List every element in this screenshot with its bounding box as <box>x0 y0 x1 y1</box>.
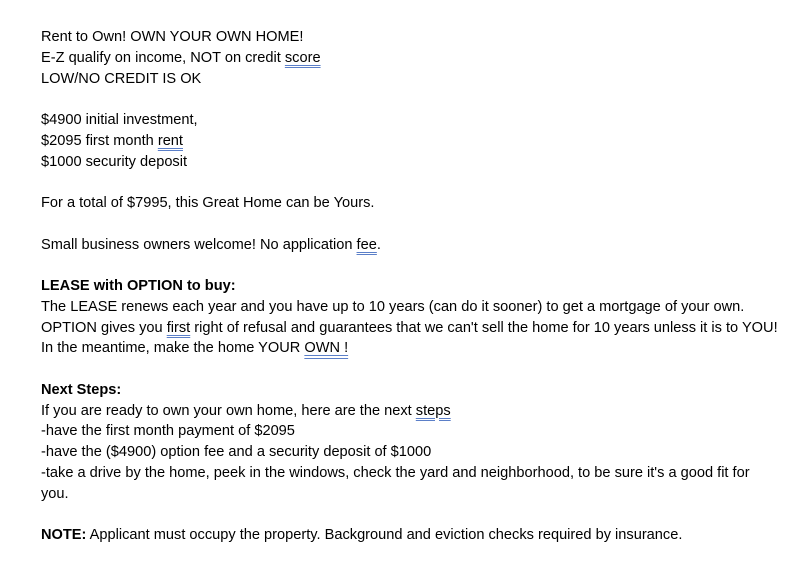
total-line: For a total of $7995, this Great Home can be Yours. <box>41 195 375 211</box>
lease-paragraph: The LEASE renews each year and you have up to 10 years (can do it sooner) to get a mortgage of your own. OPTION gives you first right of refusal and guarantees that we can't sell the home for 10 years unless it is to YOU! In the meantime, make the home YOUR OWN ! <box>41 298 778 357</box>
step-item-3: -take a drive by the home, peek in the windows, check the yard and neighborhood, to be sure it's a good fit for you. <box>41 464 750 502</box>
grammar-flag-fee[interactable]: fee <box>356 236 377 253</box>
cost-deposit: $1000 security deposit <box>41 153 188 170</box>
steps-heading: Next Steps: <box>41 381 122 398</box>
cost-investment: $4900 initial investment, <box>41 112 198 128</box>
spacer <box>41 89 781 110</box>
spacer <box>41 504 781 525</box>
business-line: Small business owners welcome! No application fee. <box>41 236 381 253</box>
cost-rent: $2095 first month rent <box>41 132 183 149</box>
note-line: NOTE: Applicant must occupy the property. Background and eviction checks required by insurance. <box>41 527 683 543</box>
grammar-flag-first[interactable]: first <box>166 319 191 336</box>
steps-intro: If you are ready to own your own home, here are the next steps <box>41 402 451 419</box>
spacer <box>41 214 781 235</box>
spacer <box>41 172 781 193</box>
intro-line-2: E-Z qualify on income, NOT on credit score <box>41 49 321 66</box>
step-item-1: -have the first month payment of $2095 <box>41 423 295 440</box>
intro-line-1: Rent to Own! OWN YOUR OWN HOME! <box>41 29 304 45</box>
spacer <box>41 255 781 276</box>
step-item-2: -have the ($4900) option fee and a security deposit of $1000 <box>41 444 432 460</box>
spacer <box>41 359 781 380</box>
document-body <box>41 27 781 546</box>
grammar-flag-own[interactable]: OWN ! <box>304 340 349 357</box>
grammar-flag-steps[interactable]: steps <box>415 402 451 419</box>
lease-heading: LEASE with OPTION to buy: <box>41 278 236 294</box>
grammar-flag-score[interactable]: score <box>284 49 321 66</box>
grammar-flag-rent[interactable]: rent <box>157 132 183 149</box>
intro-line-3: LOW/NO CREDIT IS OK <box>41 70 202 87</box>
